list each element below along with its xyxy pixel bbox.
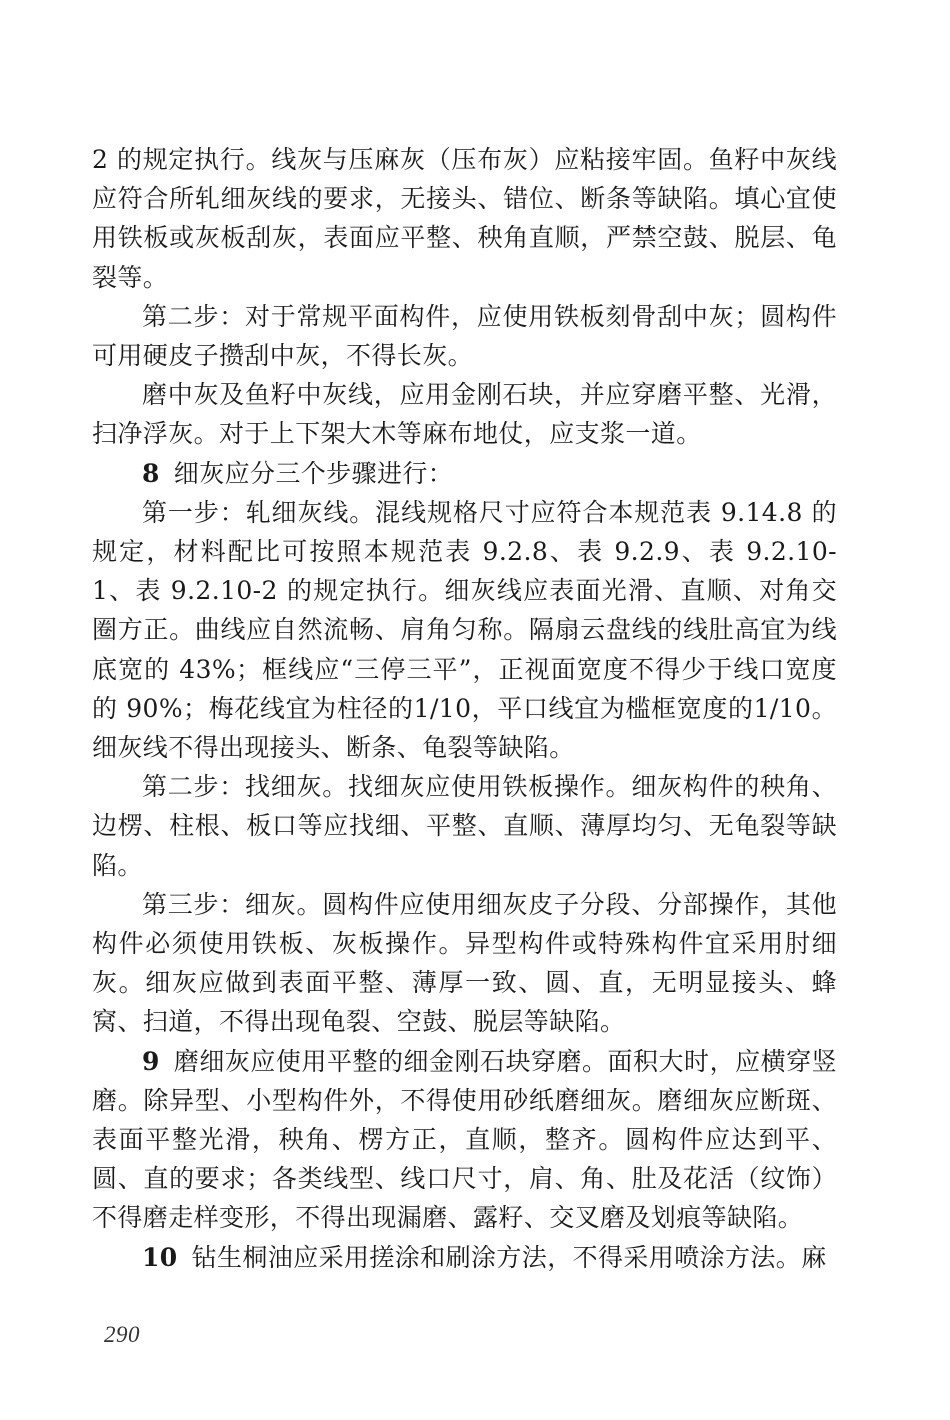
paragraph-5 xyxy=(92,493,837,767)
document-page xyxy=(92,140,837,1277)
paragraph-text: 磨细灰应使用平整的细金刚石块穿磨。面积大时，应横穿竖磨。除异型、小型构件外，不得使用砂纸磨细灰。磨细灰应断斑、表面平整光滑，秧角、楞方正，直顺，整齐。圆构件应达到平、圆、直的要求；各类线型、线口尺寸，肩、角、肚及花活（纹饰）不得磨走样变形，不得出现漏磨、露籽、交叉磨及划痕等缺陷。 xyxy=(92,1046,837,1233)
clause-number: 8 xyxy=(142,458,160,488)
paragraph-text: 第三步：细灰。圆构件应使用细灰皮子分段、分部操作，其他构件必须使用铁板、灰板操作。异型构件或特殊构件宜采用肘细灰。细灰应做到表面平整、薄厚一致、圆、直，无明显接头、蜂窝、扫道，不得出现龟裂、空鼓、脱层等缺陷。 xyxy=(92,889,837,1037)
paragraph-text: 第二步：找细灰。找细灰应使用铁板操作。细灰构件的秧角、边楞、柱根、板口等应找细、平整、直顺、薄厚均匀、无龟裂等缺陷。 xyxy=(92,772,837,880)
clause-10 xyxy=(92,1238,837,1277)
paragraph-6 xyxy=(92,767,837,885)
paragraph-text: 第二步：对于常规平面构件，应使用铁板刻骨刮中灰；圆构件可用硬皮子攒刮中灰，不得长灰。 xyxy=(92,301,837,371)
clause-number: 10 xyxy=(142,1242,178,1272)
paragraph-text: 钻生桐油应采用搓涂和刷涂方法，不得采用喷涂方法。麻 xyxy=(191,1242,827,1272)
paragraph-2 xyxy=(92,297,837,375)
paragraph-text: 2 的规定执行。线灰与压麻灰（压布灰）应粘接牢固。鱼籽中灰线应符合所轧细灰线的要求，无接头、错位、断条等缺陷。填心宜使用铁板或灰板刮灰，表面应平整、秧角直顺，严禁空鼓、脱层、龟裂等。 xyxy=(92,145,837,292)
paragraph-3 xyxy=(92,375,837,453)
paragraph-1 xyxy=(92,140,837,297)
paragraph-text: 第一步：轧细灰线。混线规格尺寸应符合本规范表 9.14.8 的规定，材料配比可按照本规范表 9.2.8、表 9.2.9、表 9.2.10-1、表 9.2.10-2 的规定执行。细灰线应表面光滑、直顺、对角交圈方正。曲线应自然流畅、肩角匀称。隔扇云盘线的线肚高宜为线底宽的 43%；框线应“三停三平”，正视面宽度不得少于线口宽度的 90%；梅花线宜为柱径的1/10，平口线宜为槛框宽度的1/10。细灰线不得出现接头、断条、龟裂等缺陷。 xyxy=(92,497,837,763)
paragraph-7 xyxy=(92,885,837,1042)
clause-8 xyxy=(92,454,837,493)
paragraph-text: 磨中灰及鱼籽中灰线，应用金刚石块，并应穿磨平整、光滑，扫净浮灰。对于上下架大木等麻布地仗，应支浆一道。 xyxy=(92,380,837,449)
paragraph-text: 细灰应分三个步骤进行： xyxy=(173,458,454,488)
clause-number: 9 xyxy=(142,1046,160,1076)
page-number: 290 xyxy=(104,1322,140,1347)
clause-9 xyxy=(92,1042,837,1238)
